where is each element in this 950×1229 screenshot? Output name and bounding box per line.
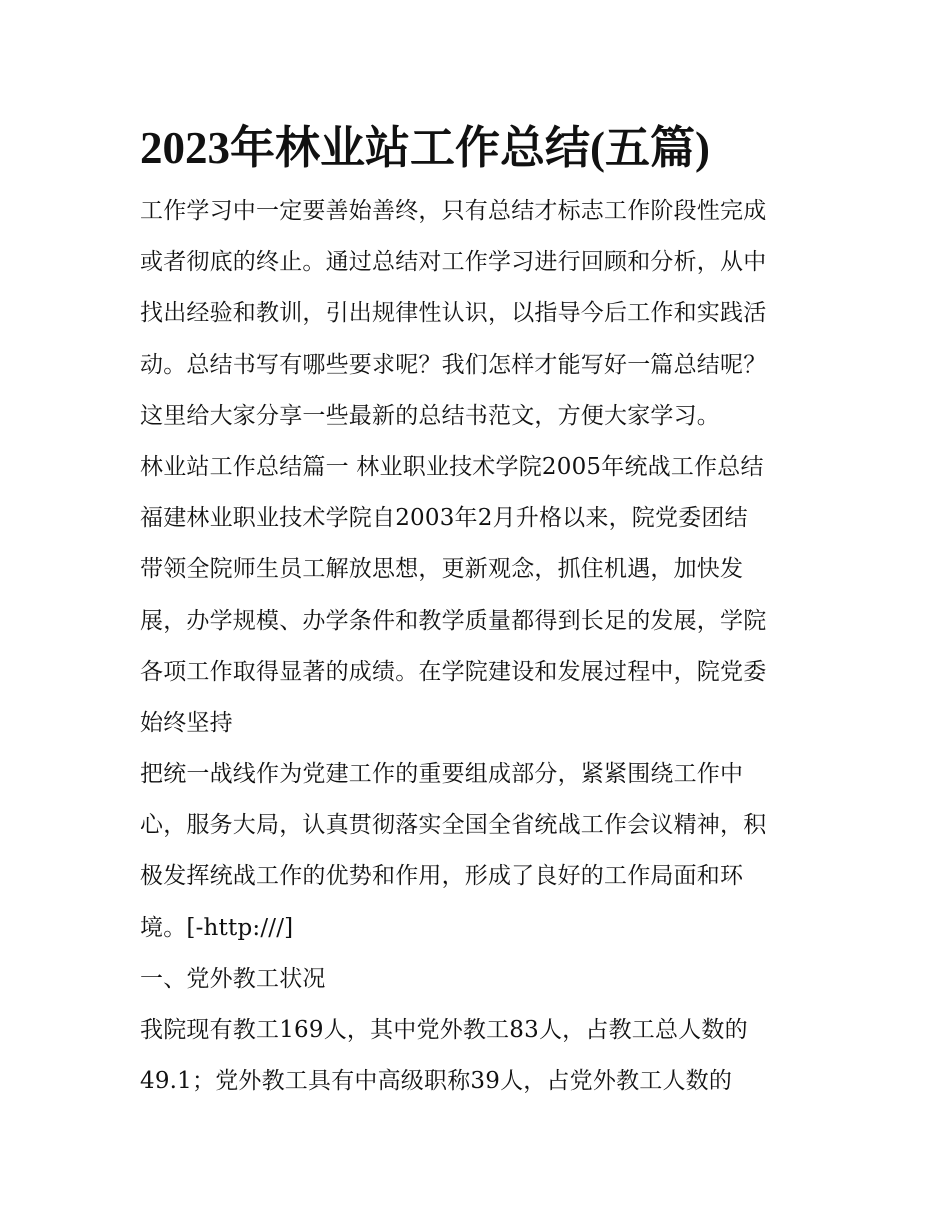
- text-line: 一、党外教工状况: [140, 965, 326, 992]
- text-line: 49.1；党外教工具有中高级职称39人，占党外教工人数的: [140, 1068, 733, 1095]
- text-line: 找出经验和教训，引出规律性认识，以指导今后工作和实践活: [140, 300, 767, 327]
- text-line: 展，办学规模、办学条件和教学质量都得到长足的发展，学院: [140, 607, 767, 634]
- section-heading: [140, 954, 820, 1005]
- text-line: 始终坚持: [140, 709, 233, 736]
- text-line: 这里给大家分享一些最新的总结书范文，方便大家学习。: [140, 402, 720, 429]
- text-line: 工作学习中一定要善始善终，只有总结才标志工作阶段性完成: [140, 198, 767, 224]
- body-paragraph: [140, 1005, 820, 1107]
- body-paragraph: [140, 493, 820, 749]
- section-heading-paragraph: [140, 442, 820, 493]
- text-line: 林业站工作总结篇一 林业职业技术学院2005年统战工作总结: [140, 453, 764, 480]
- intro-paragraph: [140, 186, 820, 442]
- document-page: [140, 112, 820, 1107]
- text-line: 把统一战线作为党建工作的重要组成部分，紧紧围绕工作中: [140, 761, 744, 788]
- text-line: 境。[-http:///]: [140, 914, 294, 941]
- text-line: 或者彻底的终止。通过总结对工作学习进行回顾和分析，从中: [140, 249, 767, 276]
- document-title: 2023年林业站工作总结(五篇): [140, 123, 710, 173]
- text-line: 带领全院师生员工解放思想，更新观念，抓住机遇，加快发: [140, 556, 744, 583]
- body-paragraph: [140, 749, 820, 954]
- text-line: 极发挥统战工作的优势和作用，形成了良好的工作局面和环: [140, 863, 744, 890]
- text-line: 我院现有教工169人，其中党外教工83人，占教工总人数的: [140, 1017, 748, 1043]
- text-line: 各项工作取得显著的成绩。在学院建设和发展过程中，院党委: [140, 658, 767, 685]
- text-line: 心，服务大局，认真贯彻落实全国全省统战工作会议精神，积: [140, 812, 767, 839]
- text-line: 动。总结书写有哪些要求呢？我们怎样才能写好一篇总结呢？: [140, 351, 767, 378]
- text-line: 福建林业职业技术学院自2003年2月升格以来，院党委团结: [140, 505, 748, 532]
